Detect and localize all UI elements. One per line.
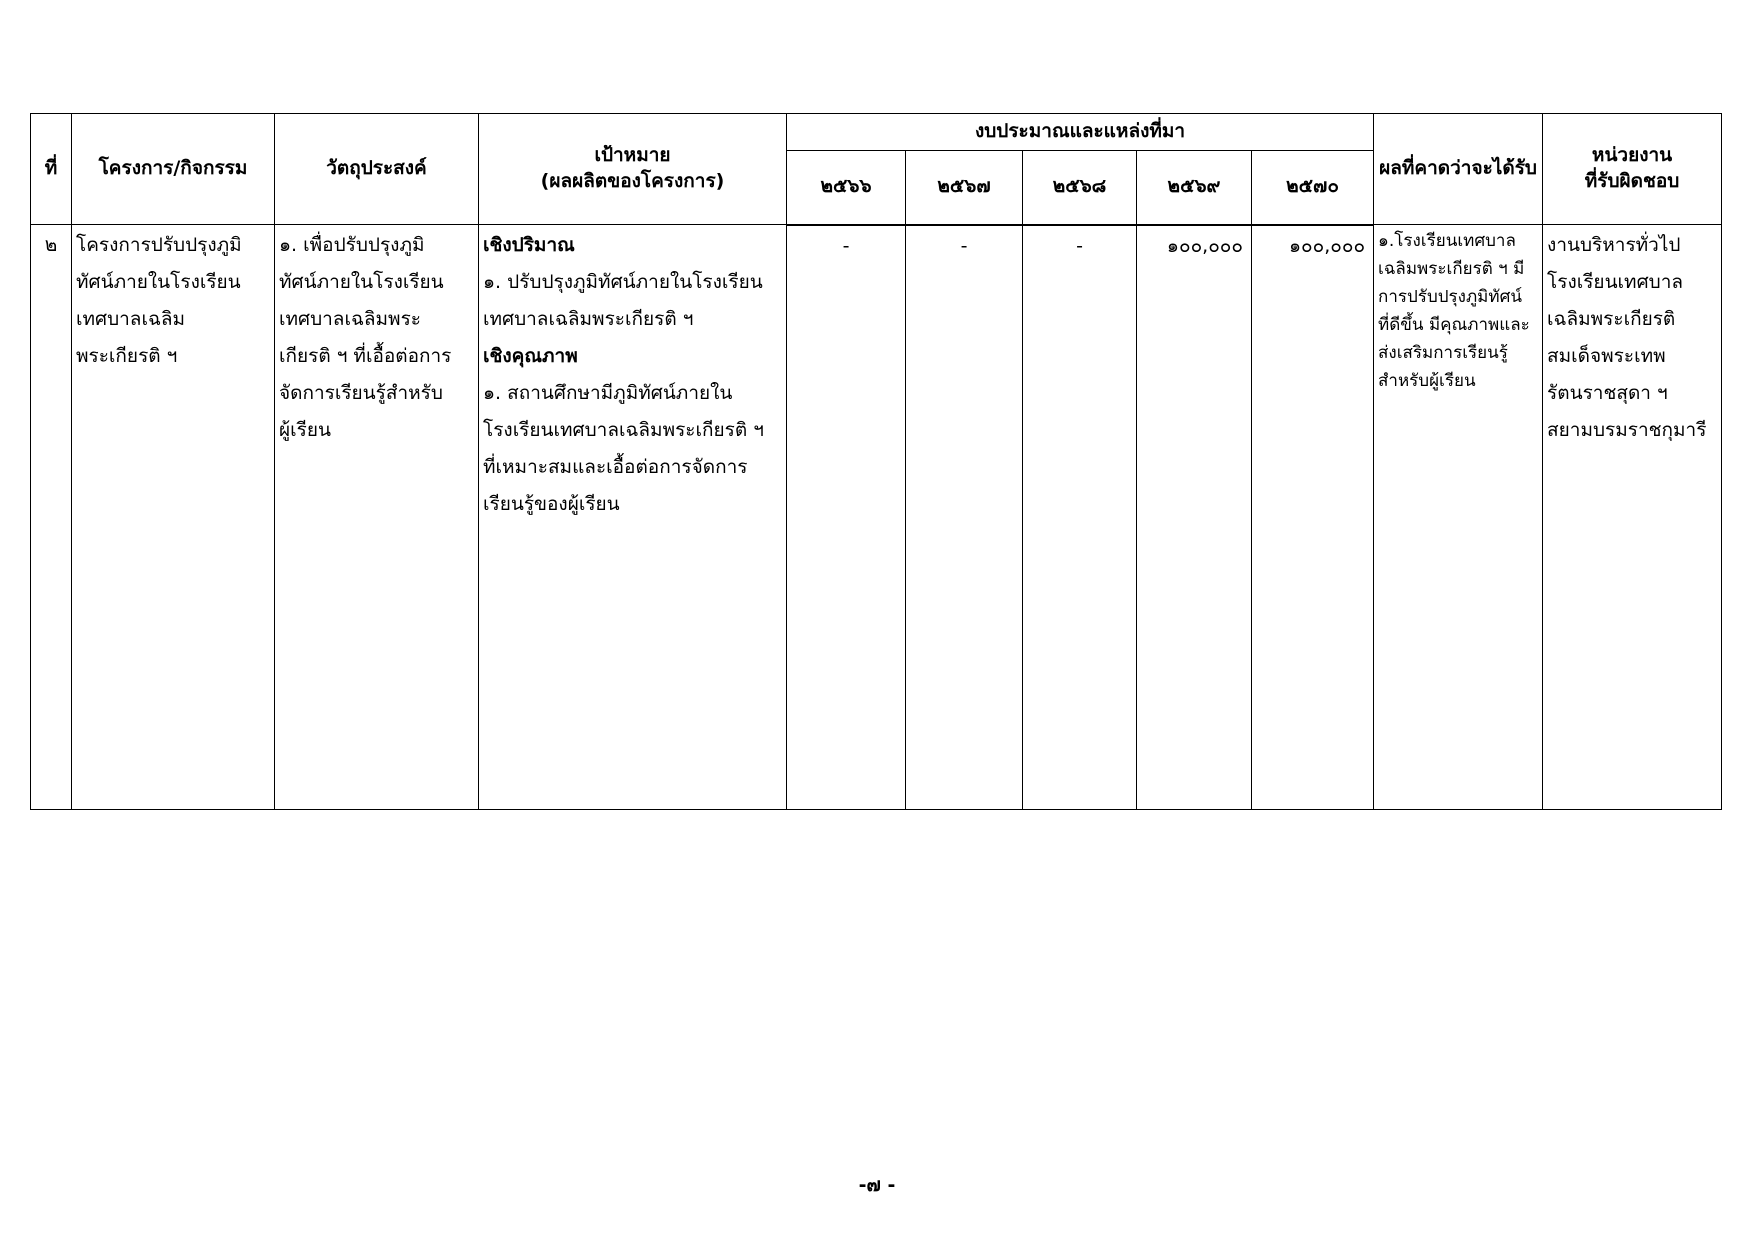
header-agency [1543,114,1722,225]
agency-line: สยามบรมราชกุมารี [1547,419,1707,441]
quality-heading: เชิงคุณภาพ [483,345,578,367]
budget-2568: - [1023,225,1137,810]
expected-line: ที่ดีขึ้น มีคุณภาพและ [1378,315,1530,335]
expected-line: เฉลิมพระเกียรติ ฯ มี [1378,259,1525,279]
header-year-2567: ๒๕๖๗ [906,151,1023,225]
agency-line: เฉลิมพระเกียรติ [1547,308,1676,330]
header-project: โครงการ/กิจกรรม [72,114,275,225]
objective-line: ทัศน์ภายในโรงเรียน [279,271,444,293]
project-plan-table [30,113,1722,810]
header-budget: งบประมาณและแหล่งที่มา [787,114,1374,151]
quality-line: โรงเรียนเทศบาลเฉลิมพระเกียรติ ฯ [483,419,764,441]
header-year-2570: ๒๕๗๐ [1252,151,1374,225]
expected-line: การปรับปรุงภูมิทัศน์ [1378,287,1522,307]
agency-line: โรงเรียนเทศบาล [1547,271,1684,293]
budget-2570: ๑๐๐,๐๐๐ [1252,225,1374,810]
quantity-line: ๑. ปรับปรุงภูมิทัศน์ภายในโรงเรียน [483,271,763,293]
header-target-line2: (ผลผลิตของโครงการ) [540,170,725,192]
quality-line: ๑. สถานศึกษามีภูมิทัศน์ภายใน [483,382,733,404]
agency-line: รัตนราชสุดา ฯ [1547,382,1668,404]
header-agency-line1: หน่วยงาน [1591,144,1673,167]
expected-cell [1374,225,1543,810]
header-agency-line2: ที่รับผิดชอบ [1584,170,1680,192]
expected-line: ส่งเสริมการเรียนรู้ [1378,343,1508,363]
project-line: พระเกียรติ ฯ [76,345,178,367]
quality-line: ที่เหมาะสมและเอื้อต่อการจัดการ [483,456,748,478]
header-year-2569: ๒๕๖๙ [1137,151,1252,225]
header-target-line1: เป้าหมาย [594,144,671,167]
table-row [31,225,1722,810]
header-year-2568: ๒๕๖๘ [1023,151,1137,225]
agency-line: งานบริหารทั่วไป [1547,234,1681,256]
quantity-heading: เชิงปริมาณ [483,234,575,256]
header-objective: วัตถุประสงค์ [275,114,479,225]
objective-line: ผู้เรียน [279,419,331,441]
objective-line: จัดการเรียนรู้สำหรับ [279,382,443,404]
budget-2566: - [787,225,906,810]
objective-line: เทศบาลเฉลิมพระ [279,308,421,330]
budget-2567: - [906,225,1023,810]
agency-cell [1543,225,1722,810]
header-year-2566: ๒๕๖๖ [787,151,906,225]
agency-line: สมเด็จพระเทพ [1547,345,1666,367]
objective-cell [275,225,479,810]
header-expected: ผลที่คาดว่าจะได้รับ [1374,114,1543,225]
expected-line: สำหรับผู้เรียน [1378,371,1476,391]
budget-2569: ๑๐๐,๐๐๐ [1137,225,1252,810]
target-cell [479,225,787,810]
project-cell [72,225,275,810]
page-number: -๗ - [858,1174,896,1196]
objective-line: ๑. เพื่อปรับปรุงภูมิ [279,234,425,256]
project-line: เทศบาลเฉลิม [76,308,186,330]
quality-line: เรียนรู้ของผู้เรียน [483,493,620,515]
header-no: ที่ [31,114,72,225]
objective-line: เกียรติ ฯ ที่เอื้อต่อการ [279,345,452,367]
row-number: ๒ [31,225,72,810]
quantity-line: เทศบาลเฉลิมพระเกียรติ ฯ [483,308,694,330]
project-line: ทัศน์ภายในโรงเรียน [76,271,241,293]
header-target [479,114,787,225]
expected-line: ๑.โรงเรียนเทศบาล [1378,231,1516,251]
project-line: โครงการปรับปรุงภูมิ [76,234,242,256]
